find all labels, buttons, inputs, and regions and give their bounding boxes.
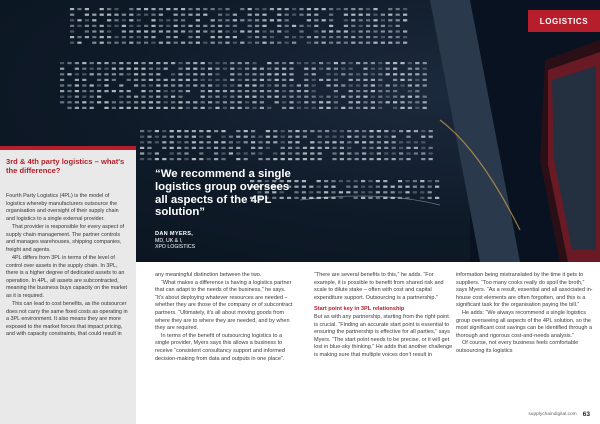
sidebar-box xyxy=(0,150,136,424)
sidebar-title: 3rd & 4th party logistics – what's the difference? xyxy=(6,157,125,176)
article-paragraph: “What makes a difference is having a logistics partner that can adapt to the needs of the business,” he says. “It’s about deploying whatever resources are needed – whether they are those of the company or of subcontract partners. “Ultimately, it’s all about moving goods from where they are to where they are needed, and by when they are required. xyxy=(155,279,293,332)
section-tag: LOGISTICS xyxy=(528,10,600,32)
page-footer xyxy=(528,411,590,418)
article-paragraph: Of course, not every business feels comfortable outsourcing its logistics xyxy=(456,340,579,354)
page-number: 63 xyxy=(582,411,590,418)
article-paragraph: He adds: “We always recommend a single logistics group overseeing all aspects of the 4PL solution, so the most significant cost savings can be identified through a thorough and rigorous cost-and-needs analysis.” xyxy=(456,309,593,339)
article-paragraph: “There are several benefits to this,” he adds. “For example, it is possible to benefit from shared risk and scale to dilute stake – often with cost and capital expenditure support. Outsourcing is a partnership.” xyxy=(314,272,444,301)
article-paragraph: In terms of the benefit of outsourcing logistics to a single provider, Myers says this allows a business to receive “consistent consultancy support and informed decision-making from data and outputs in one place”. xyxy=(155,332,285,362)
footer-website: supplychaindigital.com xyxy=(528,412,577,417)
sidebar-paragraph: Fourth Party Logistics (4PL) is the model of logistics whereby manufacturers outsource the organisation and oversight of their supply chain and logistics to a single external provider. xyxy=(6,193,119,222)
pull-quote-text: “We recommend a single logistics group oversees all aspects of the 4PL solution” xyxy=(155,168,291,219)
sidebar-paragraph: That provider is responsible for every aspect of supply chain management. The partner controls and manages warehouses, shipping companies, freight and agents. xyxy=(6,224,125,253)
article-column-2 xyxy=(314,272,454,360)
article-subheading: Start point key in 3PL relationship xyxy=(314,306,405,313)
sidebar-paragraph: 4PL differs from 3PL in terms of the level of control over assets in the supply chain. In 3PL, there is a higher degree of dedicated assets to an operation. In 4PL, all assets are subcontracted, meaning the business buys capacity on the market as it is required. xyxy=(6,255,128,299)
quote-author-role: MD, UK & I, xyxy=(155,237,183,244)
article-paragraph: But as with any partnership, starting from the right point is crucial. “Finding an accurate start point is essential to ensuring the partnership is effective for all parties,” says Myers. “The start point needs to be precise, or it will get lost in blue-sky thinking.” He adds that another challenge is making sure that multiple voices don’t result in xyxy=(314,313,453,358)
article-paragraph: any meaningful distinction between the two. xyxy=(155,272,262,278)
article-paragraph: information being mistranslated by the time it gets to suppliers. “Too many cooks really do spoil the broth,” says Myers. “As a result, essential and all associated in-house cost elements are often forgotten, and this is a significant task for the organisation paying the bill.” xyxy=(456,272,593,309)
quote-author-company: XPO LOGISTICS xyxy=(155,244,196,251)
pull-quote xyxy=(155,168,305,251)
quote-author: DAN MYERS, xyxy=(155,231,194,238)
sidebar-paragraph: This can lead to cost benefits, as the outsourcer does not carry the same fixed costs as operating in a 3PL environment. It also means they are more exposed to the market forces that impact pricing, and with capacity constraints, that could result in xyxy=(6,301,128,338)
article-column-1 xyxy=(155,272,295,363)
article-column-3 xyxy=(456,272,596,356)
